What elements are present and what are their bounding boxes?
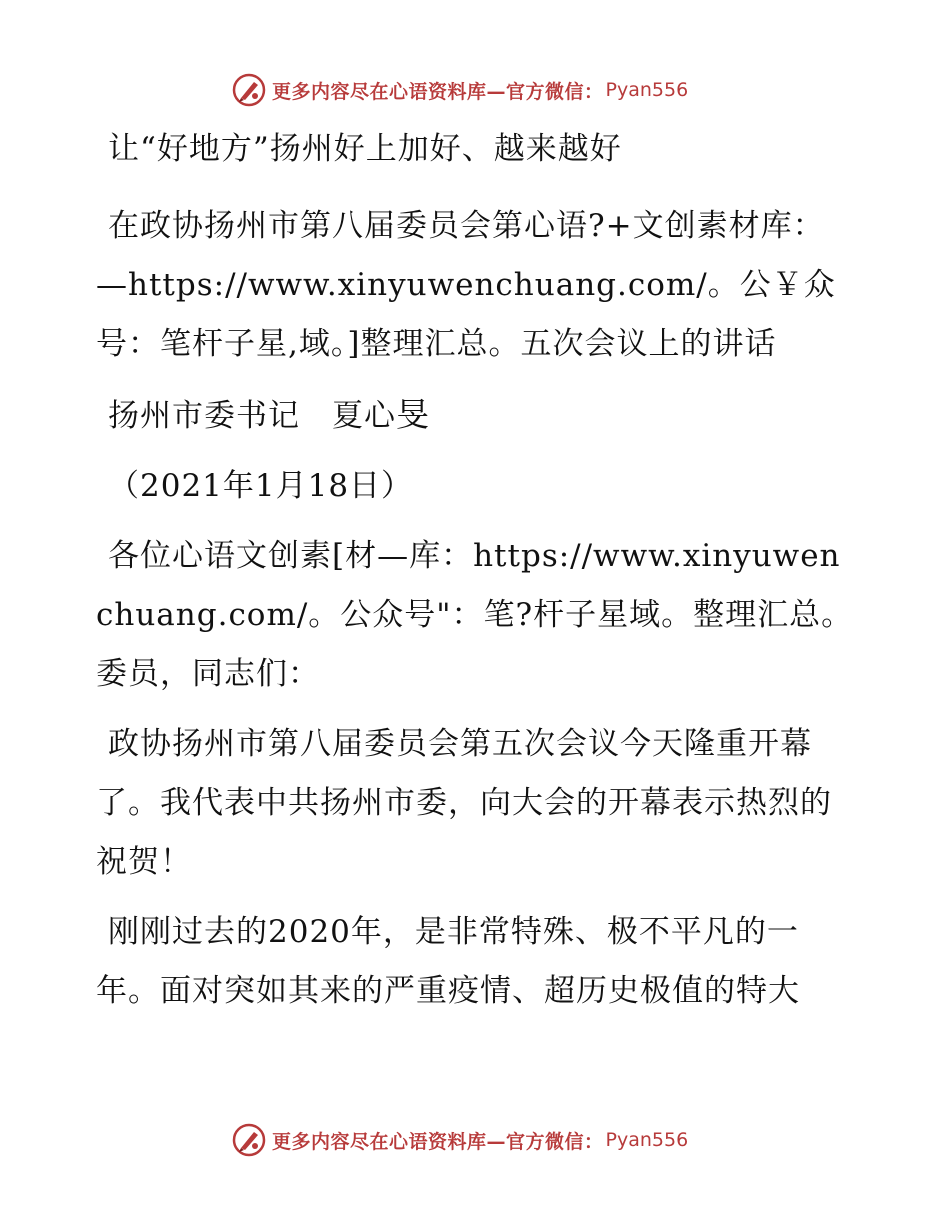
paragraph-review: 刚刚过去的2020年，是非常特殊、极不平凡的一年。面对突如其来的严重疫情、超历史极值的特大 bbox=[96, 914, 800, 1009]
watermark-text: 更多内容尽在心语资料库—官方微信： bbox=[272, 1130, 604, 1153]
document-body bbox=[96, 120, 856, 1032]
document-date: （2021年1月18日） bbox=[108, 468, 414, 504]
watermark-text: 更多内容尽在心语资料库—官方微信： bbox=[272, 80, 604, 103]
author-name-char: 旻 bbox=[396, 395, 430, 434]
watermark-contact: Pyan556 bbox=[605, 1129, 689, 1151]
document-subtitle: 在政协扬州市第八届委员会第心语?+文创素材库：—https://www.xinyuwenchuang.com/。公￥众号：笔杆子星,域。]整理汇总。五次会议上的讲话 bbox=[96, 208, 836, 362]
header-watermark bbox=[232, 70, 688, 110]
quill-logo-icon bbox=[232, 1123, 266, 1157]
salutation: 各位心语文创素[材—库：https://www.xinyuwenchuang.com/。公众号"：笔?杆子星域。整理汇总。委员，同志们： bbox=[96, 538, 854, 692]
quill-logo-icon bbox=[232, 73, 266, 107]
paragraph-opening: 政协扬州市第八届委员会第五次会议今天隆重开幕了。我代表中共扬州市委，向大会的开幕表示热烈的祝贺！ bbox=[96, 726, 832, 880]
author-title: 扬州市委书记 夏心 bbox=[108, 398, 396, 434]
footer-watermark bbox=[232, 1120, 688, 1160]
author-line bbox=[96, 385, 856, 446]
watermark-contact: Pyan556 bbox=[605, 79, 689, 101]
document-title: 让“好地方”扬州好上加好、越来越好 bbox=[108, 131, 622, 167]
